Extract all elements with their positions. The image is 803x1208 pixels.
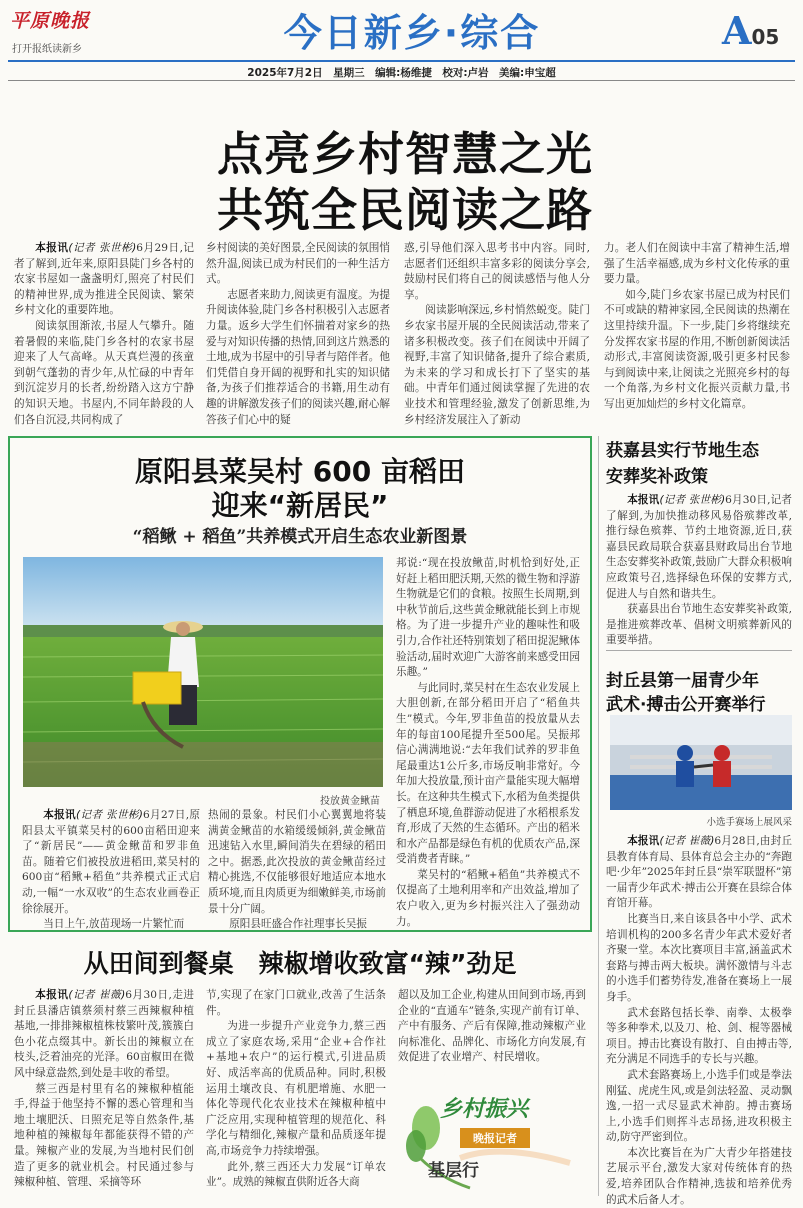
article2-byline: 本报讯 [43, 809, 76, 821]
article4-byline: 本报讯 [627, 494, 660, 506]
article4-para: 获嘉县出台节地生态安葬奖补政策,是推进殡葬改革、倡树文明殡葬新风的重要举措。 [606, 603, 792, 647]
newspaper-logo: 平原晚报 [10, 10, 91, 32]
column-divider [598, 436, 599, 1196]
article1-para: 6月29日,记者了解到,近年来,原阳县陡门乡各村的农家书屋如一盏盏明灯,照亮了村民们的精神世界,成为推进全民阅读、繁荣乡村文化的重要阵地。 [14, 242, 194, 317]
section-title: 今日新乡·综合 [283, 11, 541, 55]
article2-headline-2: 迎来“新居民” [211, 489, 389, 522]
article1-para: 阅读影响深远,乡村悄然蜕变。陡门乡农家书屋开展的全民阅读活动,带来了诸多积极改变。孩子们在阅读中开阔了视野,丰富了知识储备,提升了综合素质,为未来的学习和成长打下了坚实的基础。中青年们通过阅读掌握了先进的农业技术和管理经验,激发了创新思维,为乡村经济发展注入了新动 [404, 304, 590, 426]
page-letter: A [722, 8, 752, 53]
article1-para: 志愿者来助力,阅读更有温度。为提升阅读体验,陡门乡各村积极引入志愿者力量。返乡大学生们怀揣着对家乡的热爱与对知识传播的热情,回到这片熟悉的土地,成为书屋中的引导者与陪伴者。他们凭借自身开阔的视野和扎实的知识储备,为孩子们推荐适合的书籍,用生动有趣的讲解激发孩子们的阅读兴趣,耐心解答孩子们心中的疑 [206, 288, 390, 426]
article3-column-3 [398, 988, 586, 1074]
article3-reporter: (记者 崔薇) [68, 989, 126, 1001]
rice-field-illustration [23, 557, 383, 787]
stamp-title: 乡村振兴 [440, 1096, 529, 1122]
article5-para: 本次比赛旨在为广大青少年搭建技艺展示平台,激发大家对传统体育的热爱,培养团队合作精神,选拔和培养优秀的武术后备人才。 [606, 1146, 792, 1206]
article3-headline: 从田间到餐桌 辣椒增收致富“辣”劲足 [83, 949, 517, 978]
article5-para: 比赛当日,来自该县各中小学、武术培训机构的200多名青少年武术爱好者齐聚一堂。本次比赛项目丰富,涵盖武术套路与搏击两大板块。满怀激情与斗志的小选手们蓄势待发,准备在赛场上一展身手。 [606, 912, 792, 1003]
martial-arts-illustration [610, 715, 792, 810]
article4-headline-2: 安葬奖补政策 [606, 467, 708, 487]
article5-byline: 本报讯 [627, 835, 660, 847]
martial-arts-photo [610, 715, 792, 810]
rural-revitalization-stamp [400, 1088, 586, 1192]
article5-headline-1: 封丘县第一届青少年 [606, 671, 759, 691]
article2-column-2 [208, 808, 386, 931]
article2-reporter: (记者 张世彬) [75, 809, 143, 821]
article2-para: 当日上午,放苗现场一片繁忙而 [43, 918, 185, 931]
article3-column-1 [14, 988, 194, 1194]
masthead-rule [8, 60, 795, 62]
article2-column-3 [396, 556, 580, 926]
masthead [0, 0, 803, 80]
article3-para: 蔡三西是村里有名的辣椒种植能手,得益于他坚持不懈的悉心管理和当地土壤肥沃、日照充足等自然条件,基地种植的辣椒每年都能获得不错的产量。辣椒产业的发展,为当地村民们创造了更多的就业机会。村民通过参与辣椒种植、管理、采摘等环 [14, 1082, 194, 1189]
right-divider [606, 650, 792, 651]
article3-para: 超以及加工企业,构建从田间到市场,再到企业的“直通车”链条,实现产前有订单、产中有服务、产后有保障,推动辣椒产业向标准化、品牌化、市场化方向发展,有效促进了农业增产、村民增收。 [398, 989, 586, 1064]
article3-para: 此外,蔡三西还大力发展“订单农业”。成熟的辣椒直供附近各大商 [206, 1160, 386, 1189]
newspaper-slogan: 打开报纸读新乡 [12, 44, 82, 55]
article4-para: 6月30日,记者了解到,为加快推动移风易俗殡葬改革,推行绿色殡葬、节约土地资源,近日,获嘉县民政局联合获嘉县财政局出台节地生态安葬奖补政策,鼓励广大群众积极响应政策号召,选择绿色环保的安葬方式,促进人与自然和谐共生。 [606, 494, 793, 600]
article1-para: 乡村阅读的美好图景,全民阅读的氛围悄然升温,阅读已成为村民们的一种生活方式。 [206, 242, 390, 286]
article1-para: 阅读氛围渐浓,书屋人气攀升。随着暑假的来临,陡门乡各村的农家书屋迎来了人气高峰。从天真烂漫的孩童到朝气蓬勃的青少年,从忙碌的中青年到沉淀岁月的长者,纷纷踏入这方宁静的知识天地。书屋内,不同年龄段的人们各自沉浸,共同构成了 [14, 319, 194, 426]
article2-headline-1: 原阳县菜吴村 600 亩稻田 [135, 455, 465, 488]
article1-column-3 [404, 241, 590, 431]
article2-photo-caption: 投放黄金鳅苗 [320, 796, 380, 807]
article2-para: 原阳县旺盛合作社理事长吴振 [229, 918, 367, 931]
article1-headline-2: 共筑全民阅读之路 [217, 183, 593, 237]
stamp-sub: 晚报记者 [460, 1128, 530, 1148]
article1-byline: 本报讯 [35, 242, 69, 254]
article5-headline-2: 武术·搏击公开赛举行 [606, 695, 766, 715]
article1-para: 如今,陡门乡农家书屋已成为村民们不可或缺的精神家园,全民阅读的热潮在这里持续升温。下一步,陡门乡将继续充分发挥农家书屋的作用,不断创新阅读活动形式,丰富阅读资源,吸引更多村民参与到阅读中来,让阅读之光照亮乡村的每一个角落,为乡村文化振兴贡献力量,书写出更加灿烂的乡村文化篇章。 [604, 288, 790, 410]
article2-para: 菜吴村的“稻鳅+稻鱼”共养模式不仅提高了土地利用率和产出效益,增加了农户收入,更为乡村振兴注入了强劲动力。 [396, 868, 580, 928]
rice-field-photo [23, 557, 383, 787]
article3-byline: 本报讯 [35, 989, 69, 1001]
stamp-bottom: 基层行 [428, 1161, 479, 1181]
article3-para: 为进一步提升产业竞争力,蔡三西成立了家庭农场,采用“企业+合作社+基地+农户”的运行模式,引进品质好、成活率高的优质品种。同时,积极运用土壤改良、有机肥增施、水肥一体化等现代化农业技术在辣椒种植中广泛应用,实现种植管理的规范化、科学化与精细化,辣椒产量和品质逐年提高,市场竞争力持续增强。 [206, 1020, 386, 1157]
article3-para: 6月30日,走进封丘县潘店镇蔡须村蔡三西辣椒种植基地,一排排辣椒植株枝繁叶茂,簇簇白色小花点缀其中。新长出的辣椒立在枝头,泛着油亮的光泽。60亩椒田在微风中绿意盎然,到处是丰收的希望。 [14, 989, 194, 1079]
article1-column-1 [14, 241, 194, 431]
article4-headline-1: 获嘉县实行节地生态 [606, 441, 759, 461]
article2-para: 热闹的景象。村民们小心翼翼地将装满黄金鳅苗的水箱缓缓倾斜,黄金鳅苗迅速钻入水里,瞬间消失在碧绿的稻田之中。据悉,此次投放的黄金鳅苗经过精心挑选,不仅能够很好地适应本地水质环境,而且肉质更为细嫩鲜美,市场前景十分广阔。 [208, 809, 386, 915]
article4-column [606, 493, 793, 647]
article3-column-2 [206, 988, 386, 1194]
article5-para: 武术套路赛场上,小选手们或是拳法刚猛、虎虎生风,或是剑法轻盈、灵动飘逸,一招一式尽显武术神韵。搏击赛场上,小选手们则挥斗志昂扬,进攻积极主动,防守严密到位。 [606, 1068, 792, 1144]
article2-column-1 [22, 808, 201, 931]
dateline-rule [8, 80, 795, 81]
article5-para: 武术套路包括长拳、南拳、太极拳等多种拳术,以及刀、枪、剑、棍等器械项目。搏击比赛设有散打、自由搏击等,充分满足不同选手的专长与兴趣。 [606, 1006, 792, 1066]
article5-para: 6月28日,由封丘县教育体育局、县体育总会主办的“奔跑吧·少年”2025年封丘县“崇军联盟杯”第一届青少年武术·搏击公开赛在县综合体育馆开幕。 [606, 835, 793, 910]
article5-photo-caption: 小选手赛场上展风采 [706, 817, 792, 828]
page-digits: 05 [751, 25, 780, 49]
article1-para: 惑,引导他们深入思考书中内容。同时,志愿者们还组织丰富多彩的阅读分享会,鼓励村民们将自己的阅读感悟与他人分享。 [404, 242, 590, 301]
article1-headline-1: 点亮乡村智慧之光 [217, 127, 593, 181]
dateline: 2025年7月2日 星期三 编辑:杨维捷 校对:卢岩 美编:申宝超 [247, 67, 556, 79]
article1-para: 力。老人们在阅读中丰富了精神生活,增强了生活幸福感,成为乡村文化传承的重要力量。 [604, 242, 790, 286]
article3-para: 节,实现了在家门口就业,改善了生活条件。 [206, 989, 386, 1017]
article2-para: 与此同时,菜吴村在生态农业发展上大胆创新,在部分稻田开启了“稻鱼共生”模式。今年,罗非鱼苗的投放量从去年的每亩100尾提升至500尾。吴振邦信心满满地说:“去年我们试养的罗非鱼尾最重达1公斤多,市场反响非常好。今年加大投放量,预计亩产量能实现大幅增长。在这种共生模式下,水稻为鱼类提供了栖息环境,鱼群游动促进了水稻根系发育,形成了天然的生态循环。产出的稻米和水产品都是绿色有机的优质农产品,深受消费者青睐。” [396, 681, 580, 866]
article1-column-2 [206, 241, 390, 431]
article5-column [606, 834, 793, 1206]
article1-reporter: (记者 张世彬) [68, 242, 137, 254]
article1-column-4 [604, 241, 790, 431]
page-number [722, 8, 802, 52]
article2-para: 邦说:“现在投放鳅苗,时机恰到好处,正好赶上稻田肥沃期,天然的微生物和浮游生物就是它们的食粮。按照生长周期,到中秋节前后,这些黄金鳅就能长到上市规格。为了进一步提升产业的趣味性和吸引力,合作社还特别策划了稻田捉泥鳅体验活动,届时欢迎广大游客前来感受田园乐趣。” [396, 557, 580, 679]
article2-subhead: “稻鳅 + 稻鱼”共养模式开启生态农业新图景 [132, 527, 468, 547]
article5-reporter: (记者 崔薇) [659, 835, 715, 847]
article4-reporter: (记者 张世彬) [659, 494, 726, 506]
article2-para: 6月27日,原阳县太平镇菜吴村的600亩稻田迎来了“新居民”——黄金鳅苗和罗非鱼苗。随着它们被投放进稻田,菜吴村的600亩“稻鳅+稻鱼”共养模式正式启动,一幅“一水双收”的生态农业画卷正徐徐展开。 [22, 809, 201, 915]
